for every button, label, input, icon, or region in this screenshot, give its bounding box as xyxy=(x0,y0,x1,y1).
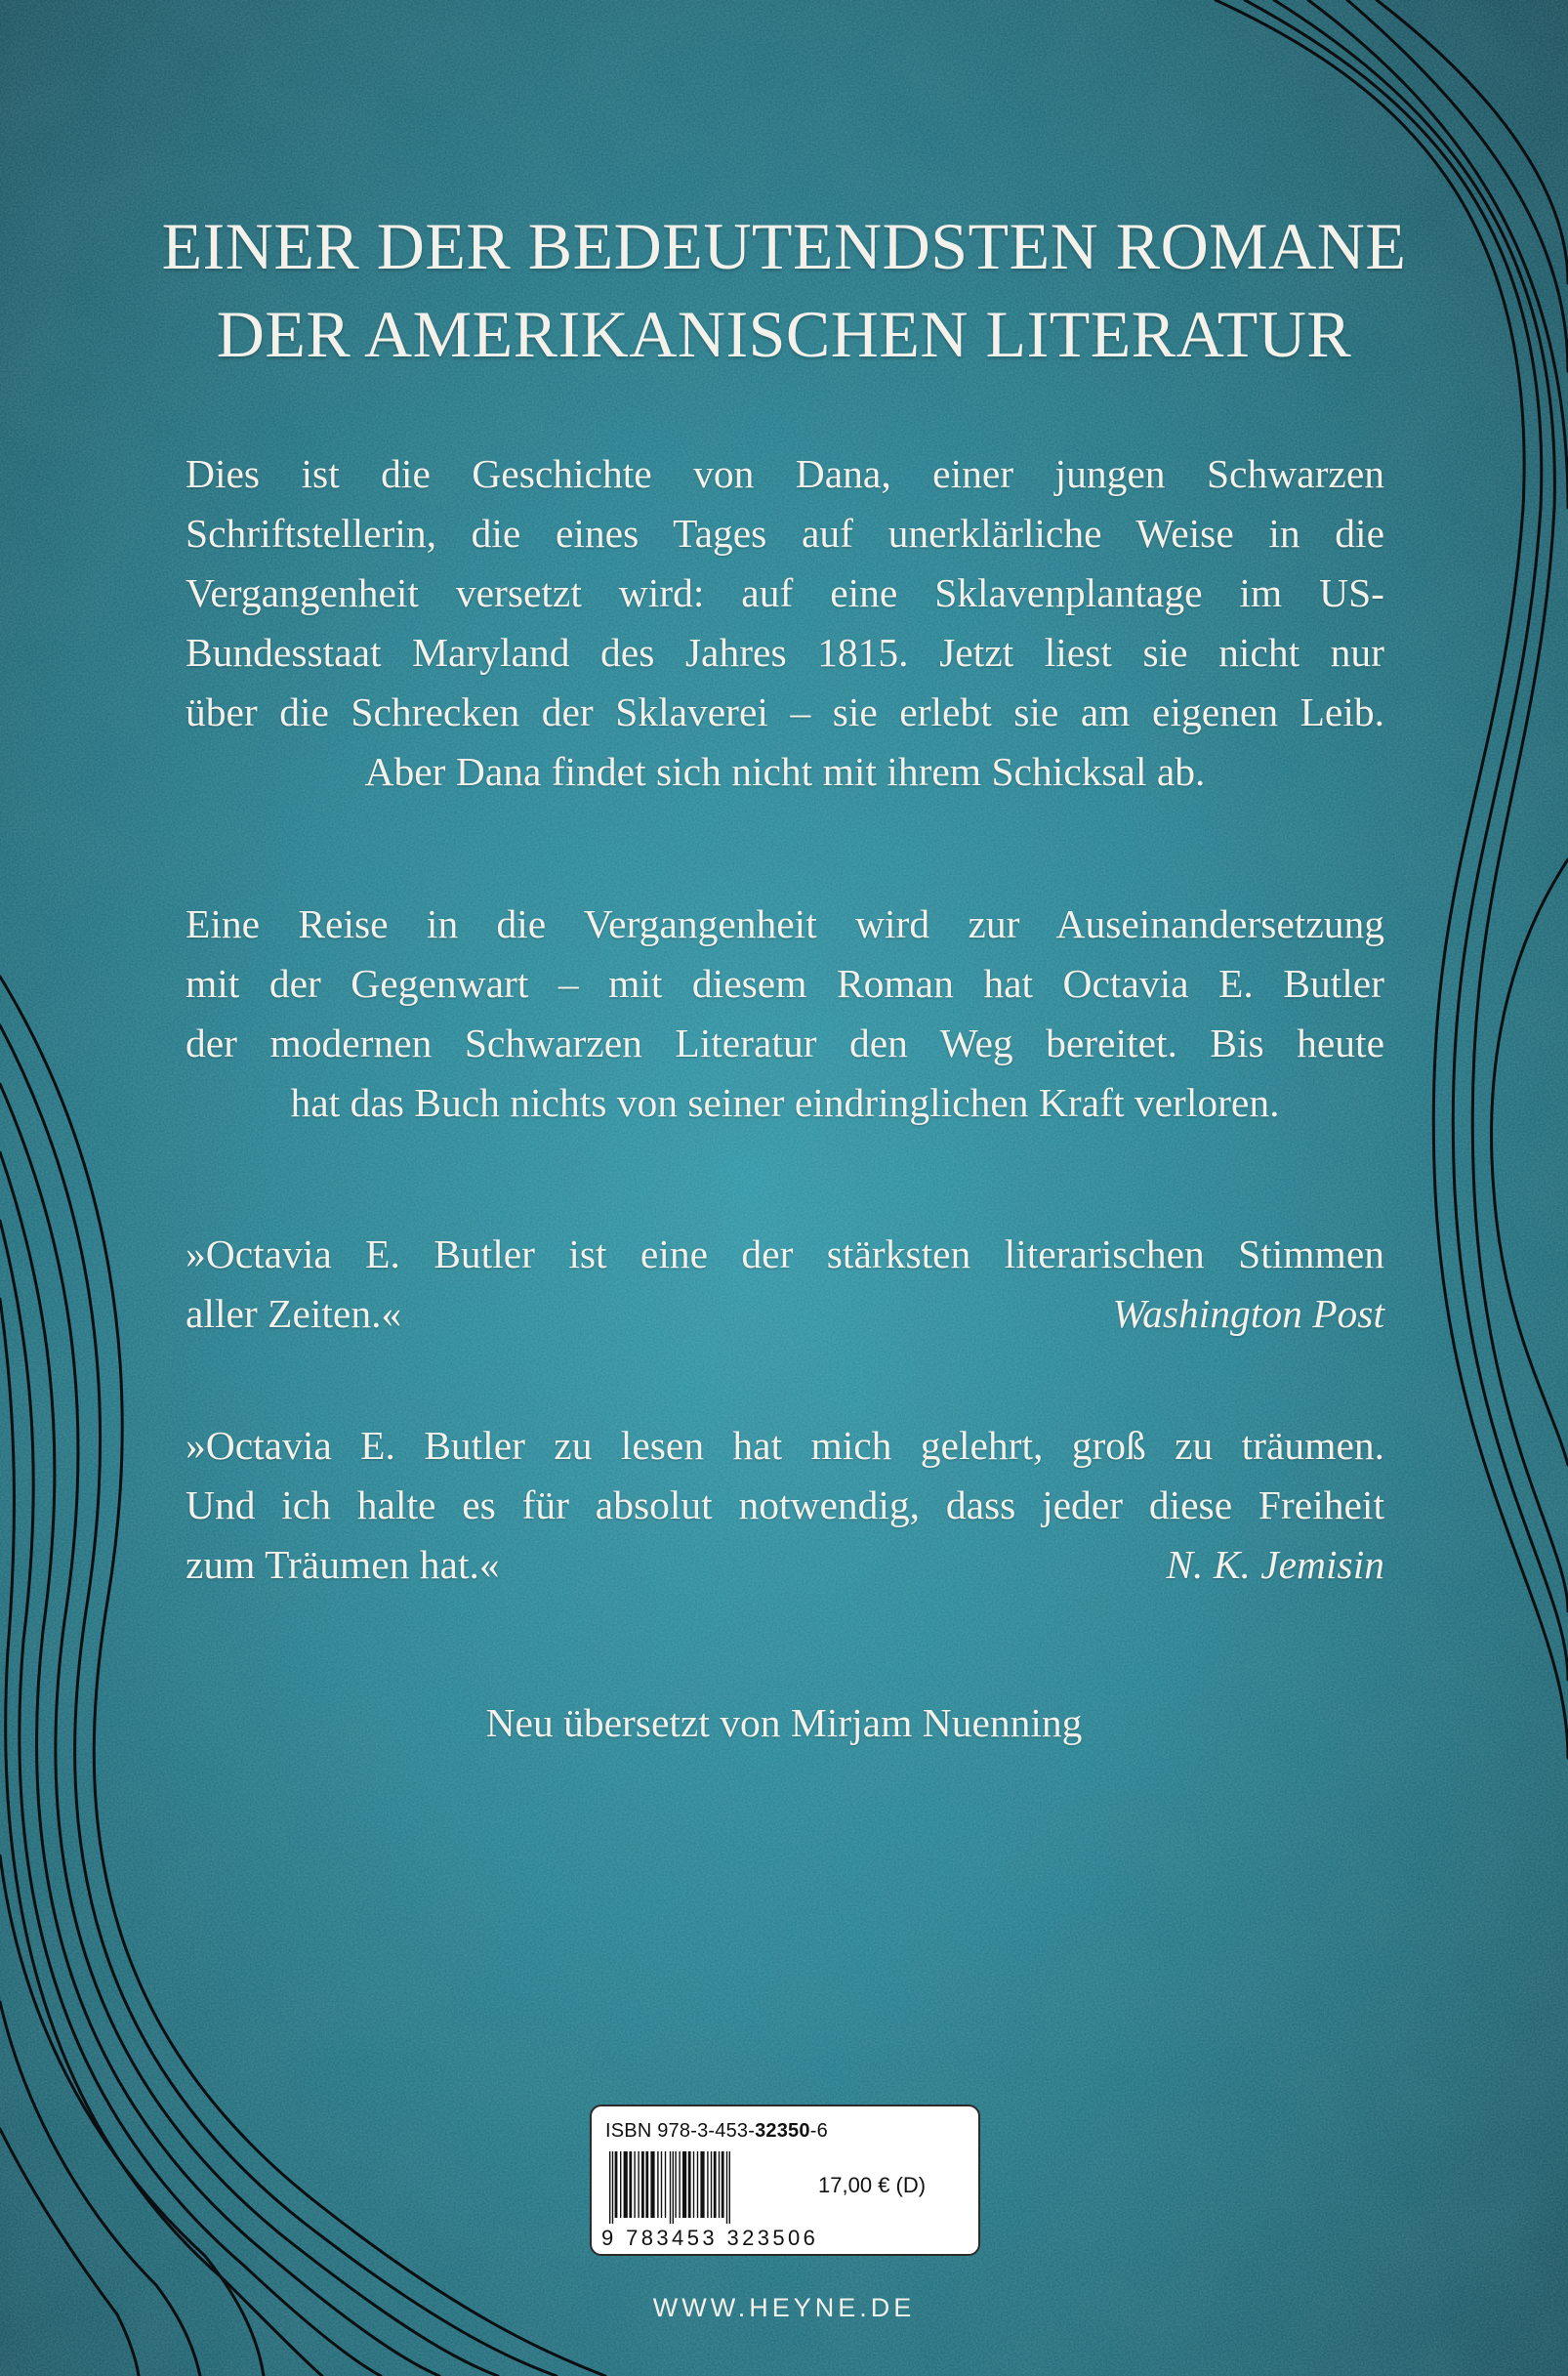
barcode-bar xyxy=(645,2151,648,2218)
barcode-bar xyxy=(612,2151,613,2224)
barcode-bar xyxy=(707,2151,708,2218)
isbn-barcode-box xyxy=(590,2105,980,2256)
isbn-suffix: -6 xyxy=(809,2120,828,2142)
barcode-bar xyxy=(697,2151,698,2218)
translator-credit: Neu übersetzt von Mirjam Nuenning xyxy=(485,1700,1083,1745)
barcode-bar xyxy=(609,2151,610,2224)
quote-line: »Octavia E. Butler zu lesen hat mich gelehrt, groß zu träumen. xyxy=(186,1423,1384,1468)
barcode-bar xyxy=(679,2151,680,2218)
barcode-bar xyxy=(650,2151,654,2218)
barcode-bar xyxy=(726,2151,727,2224)
barcode-bar xyxy=(711,2151,712,2218)
press-quote-1 xyxy=(186,1225,1384,1344)
barcode-digits: 9 783453 323506 xyxy=(601,2226,819,2250)
publisher-website: WWW.HEYNE.DE xyxy=(652,2293,916,2322)
barcode-bar xyxy=(714,2151,717,2218)
barcode-bar xyxy=(665,2151,666,2218)
barcode-bar xyxy=(615,2151,618,2218)
barcode-bar xyxy=(719,2151,720,2218)
barcode-bar xyxy=(729,2151,730,2224)
isbn-prefix: ISBN 978-3-453- xyxy=(605,2120,756,2142)
price-label: 17,00 € (D) xyxy=(818,2173,927,2197)
blurb-line: über die Schrecken der Sklaverei – sie erlebt sie am eigenen Leib. xyxy=(186,689,1384,734)
barcode-bar xyxy=(641,2151,644,2218)
blurb-line: Dies ist die Geschichte von Dana, einer jungen Schwarzen xyxy=(186,451,1384,496)
headline-line-1: EINER DER BEDEUTENDSTEN ROMANE xyxy=(161,209,1407,283)
quote-line: Und ich halte es für absolut notwendig, dass jeder diese Freiheit xyxy=(186,1482,1384,1527)
isbn-bold-part: 32350 xyxy=(755,2120,810,2142)
headline-line-2: DER AMERIKANISCHEN LITERATUR xyxy=(216,297,1352,371)
isbn-label xyxy=(605,2120,828,2143)
blurb-line: Bundesstaat Maryland des Jahres 1815. Jetzt liest sie nicht nur xyxy=(186,630,1384,675)
barcode-bar xyxy=(629,2151,632,2218)
barcode-bar xyxy=(657,2151,658,2218)
barcode-bar xyxy=(634,2151,635,2218)
barcode-bar xyxy=(693,2151,694,2218)
barcode-bar xyxy=(682,2151,686,2218)
barcode-bar xyxy=(661,2151,662,2218)
blurb-line: hat das Buch nichts von seiner eindringlichen Kraft verloren. xyxy=(290,1080,1280,1125)
barcode-bar xyxy=(670,2151,671,2224)
barcode-bar xyxy=(620,2151,621,2218)
quote-source: Washington Post xyxy=(1112,1291,1384,1336)
barcode-bar xyxy=(722,2151,724,2218)
quote-line: »Octavia E. Butler ist eine der stärksten literarischen Stimmen xyxy=(186,1231,1384,1276)
blurb-paragraph-2 xyxy=(186,895,1384,1133)
barcode-bar xyxy=(688,2151,691,2218)
blurb-line: Schriftstellerin, die eines Tages auf unerklärliche Weise in die xyxy=(186,511,1384,556)
barcode-bar xyxy=(638,2151,639,2218)
press-quote-2 xyxy=(186,1416,1384,1595)
barcode-bar xyxy=(700,2151,704,2218)
blurb-line: Eine Reise in die Vergangenheit wird zur Auseinandersetzung xyxy=(186,901,1384,946)
blurb-line: Vergangenheit versetzt wird: auf eine Sklavenplantage im US- xyxy=(186,570,1384,615)
barcode-bar xyxy=(673,2151,674,2224)
quote-source: N. K. Jemisin xyxy=(1166,1542,1384,1587)
blurb-line: der modernen Schwarzen Literatur den Weg bereitet. Bis heute xyxy=(186,1021,1384,1065)
barcode-bars xyxy=(607,2151,793,2224)
barcode-bar xyxy=(624,2151,628,2218)
blurb-line: mit der Gegenwart – mit diesem Roman hat Octavia E. Butler xyxy=(186,961,1384,1006)
quote-line: aller Zeiten.« xyxy=(186,1291,402,1336)
quote-line: zum Träumen hat.« xyxy=(186,1542,500,1587)
blurb-line: Aber Dana findet sich nicht mit ihrem Schicksal ab. xyxy=(364,749,1206,794)
blurb-paragraph-1 xyxy=(186,444,1384,802)
barcode-bar xyxy=(675,2151,676,2218)
